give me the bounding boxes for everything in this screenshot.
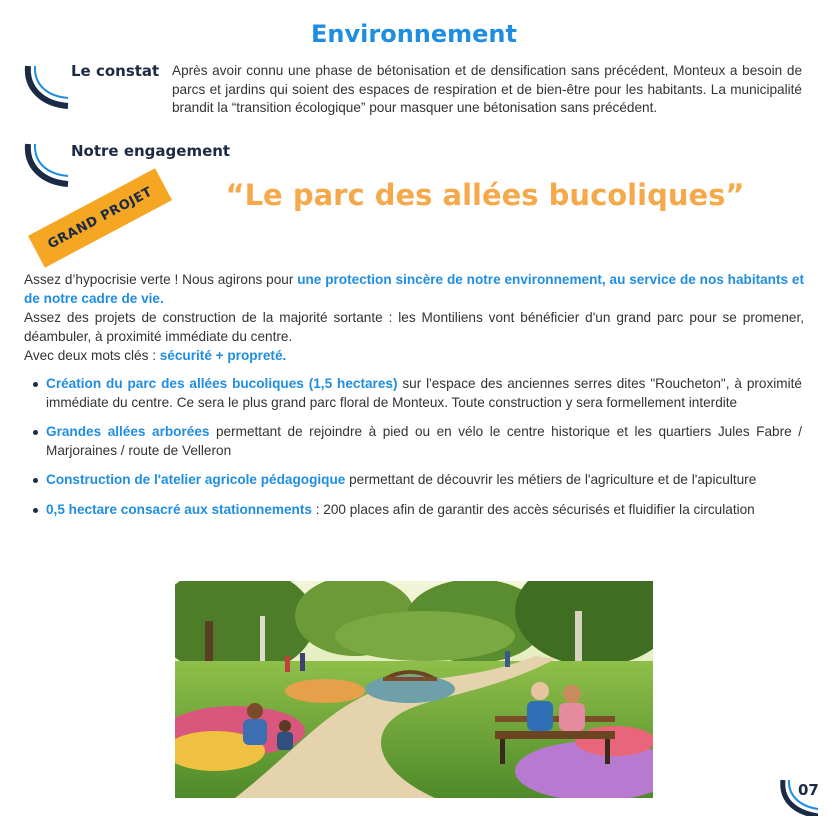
grand-projet-badge: GRAND PROJET [28, 168, 172, 267]
constat-label: Le constat [71, 62, 160, 80]
intro-p3-highlight: sécurité + propreté. [159, 348, 287, 363]
commitment-list [46, 375, 802, 530]
constat-text: Après avoir connu une phase de bétonisation et de densification sans précédent, Monteux a besoin de parcs et jardins qui soient des espaces de respiration et de bien-être pour les habitants. La municipalité brandit la “transition écologique” pour masquer une bétonisation sans précédent. [172, 63, 802, 115]
list-item-highlight: Grandes allées arborées [46, 424, 210, 439]
list-item-text: sur l'espace des anciennes serres dites "Roucheton", à proximité immédiate du centre. Ce sera le plus grand parc floral de Monteux. Toute construction y sera formellement interdite [46, 376, 802, 410]
intro-paragraph-1 [24, 270, 804, 308]
intro-p1-plain: Assez d’hypocrisie verte ! Nous agirons pour [24, 272, 298, 287]
list-item-highlight: Création du parc des allées bucoliques (1,5 hectares) [46, 376, 398, 391]
arc-marker-icon [22, 62, 70, 110]
intro-paragraph-3 [24, 346, 804, 365]
list-item-text: : 200 places afin de garantir des accès sécurisés et fluidifier la circulation [311, 501, 755, 517]
park-illustration [175, 581, 653, 798]
engagement-label: Notre engagement [71, 142, 231, 160]
page-number: 07 [798, 781, 819, 799]
list-item-text: permettant de rejoindre à pied ou en vélo le centre historique et les quartiers Jules Fabre / Marjoraines / route de Velleron [46, 424, 802, 458]
list-item [46, 423, 802, 460]
intro-text [24, 270, 804, 365]
list-item-highlight: 0,5 hectare consacré aux stationnements [46, 501, 312, 517]
list-item-highlight: Construction de l'atelier agricole pédagogique [46, 472, 346, 487]
intro-p3-plain: Avec deux mots clés : [24, 348, 160, 363]
intro-paragraph-2: Assez des projets de construction de la majorité sortante : les Montiliens vont bénéficier d'un grand parc pour se promener, déambuler, à proximité immédiate du centre. [24, 310, 804, 344]
project-quote-title: “Le parc des allées bucoliques” [225, 178, 745, 212]
intro-p1-highlight: une protection sincère de notre environnement, au service de nos habitants et de notre cadre de vie. [24, 272, 804, 306]
list-item-text: permettant de découvrir les métiers de l'agriculture et de l'apiculture [345, 472, 757, 487]
list-item [46, 501, 802, 520]
list-item [46, 471, 802, 490]
list-item [46, 375, 802, 412]
arc-marker-icon [22, 140, 70, 188]
page-title: Environnement [311, 20, 517, 48]
